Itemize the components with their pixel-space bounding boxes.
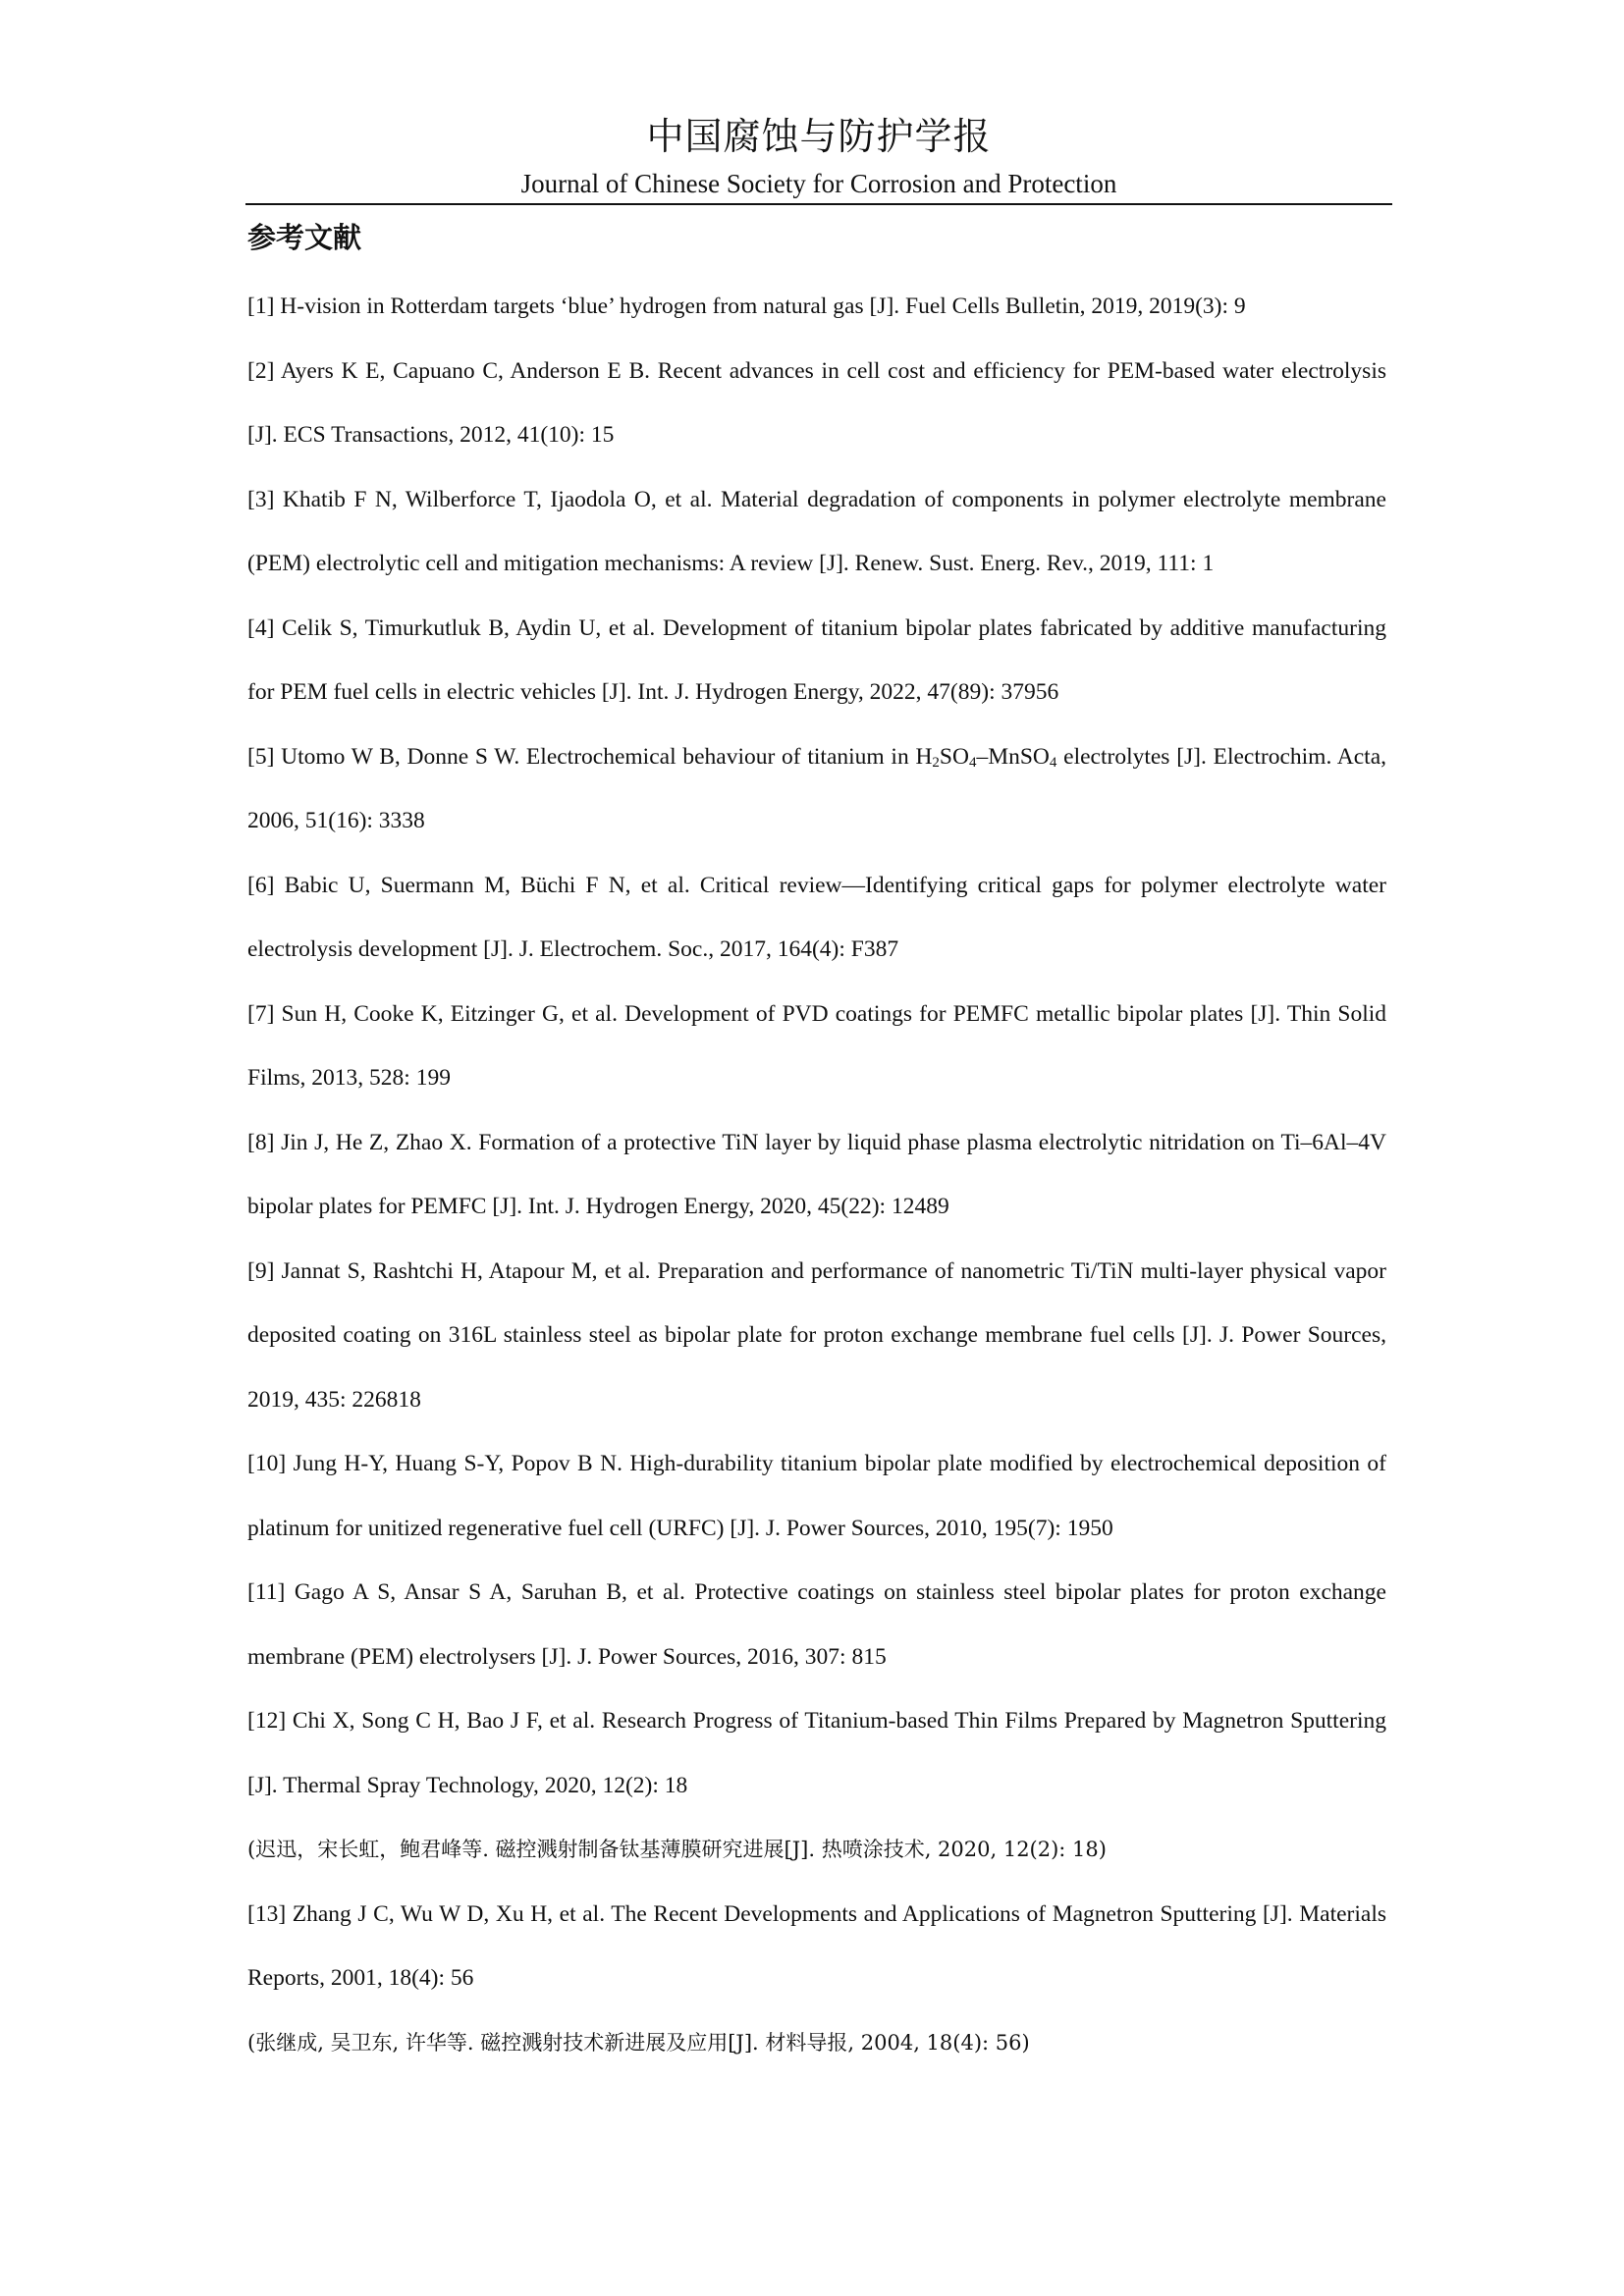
- journal-title-english: Journal of Chinese Society for Corrosion and Protection: [520, 169, 1117, 198]
- reference-2: [2] Ayers K E, Capuano C, Anderson E B. Recent advances in cell cost and efficiency for PEM-based water electrolysis [J]. ECS Transactions, 2012, 41(10): 15: [247, 357, 1386, 448]
- references-heading: 参考文献: [247, 221, 362, 254]
- reference-5-text-after: electrolytes [J]. Electrochim. Acta, 2006, 51(16): 3338: [247, 743, 1386, 833]
- reference-13-chinese: (张继成, 吴卫东, 许华等. 磁控溅射技术新进展及应用[J]. 材料导报, 2004, 18(4): 56): [247, 2030, 1030, 2055]
- reference-4: [4] Celik S, Timurkutluk B, Aydin U, et al. Development of titanium bipolar plates fabricated by additive manufacturing for PEM fuel cells in electric vehicles [J]. Int. J. Hydrogen Energy, 2022, 47(89): 37956: [247, 614, 1386, 705]
- reference-5-subscript-3: 4: [1049, 754, 1057, 771]
- reference-8: [8] Jin J, He Z, Zhao X. Formation of a protective TiN layer by liquid phase plasma electrolytic nitridation on Ti–6Al–4V bipolar plates for PEMFC [J]. Int. J. Hydrogen Energy, 2020, 45(22): 12489: [247, 1129, 1386, 1219]
- reference-12-chinese: (迟迅，宋长虹，鲍君峰等. 磁控溅射制备钛基薄膜研究进展[J]. 热喷涂技术, 2020, 12(2): 18): [247, 1838, 1107, 1861]
- reference-3: [3] Khatib F N, Wilberforce T, Ijaodola O, et al. Material degradation of components in polymer electrolyte membrane (PEM) electrolytic cell and mitigation mechanisms: A review [J]. Renew. Sust. Energ. Rev., 2019, 111: 1: [247, 486, 1386, 576]
- reference-5-text-mid-2: –MnSO: [976, 743, 1050, 770]
- reference-7: [7] Sun H, Cooke K, Eitzinger G, et al. Development of PVD coatings for PEMFC metallic bipolar plates [J]. Thin Solid Films, 2013, 528: 199: [247, 1000, 1386, 1091]
- reference-12: [12] Chi X, Song C H, Bao J F, et al. Research Progress of Titanium-based Thin Films Prepared by Magnetron Sputtering [J]. Thermal Spray Technology, 2020, 12(2): 18: [247, 1708, 1386, 1798]
- reference-5-subscript-1: 2: [932, 754, 940, 771]
- reference-11: [11] Gago A S, Ansar S A, Saruhan B, et al. Protective coatings on stainless steel bipolar plates for proton exchange membrane (PEM) electrolysers [J]. J. Power Sources, 2016, 307: 815: [247, 1579, 1386, 1670]
- reference-13: [13] Zhang J C, Wu W D, Xu H, et al. The Recent Developments and Applications of Magnetron Sputtering [J]. Materials Reports, 2001, 18(4): 56: [247, 1900, 1386, 1991]
- reference-5-text-before: [5] Utomo W B, Donne S W. Electrochemical behaviour of titanium in H: [247, 743, 933, 770]
- reference-1: [1] H-vision in Rotterdam targets ‘blue’ hydrogen from natural gas [J]. Fuel Cells Bulletin, 2019, 2019(3): 9: [247, 294, 1246, 319]
- journal-title-chinese: 中国腐蚀与防护学报: [646, 115, 992, 158]
- reference-5-text-mid-1: SO: [939, 743, 969, 770]
- header-divider: [245, 203, 1392, 205]
- reference-10: [10] Jung H-Y, Huang S-Y, Popov B N. High-durability titanium bipolar plate modified by electrochemical deposition of platinum for unitized regenerative fuel cell (URFC) [J]. J. Power Sources, 2010, 195(7): 1950: [247, 1451, 1386, 1541]
- reference-9: [9] Jannat S, Rashtchi H, Atapour M, et al. Preparation and performance of nanometric Ti/TiN multi-layer physical vapor deposited coating on 316L stainless steel as bipolar plate for proton exchange membrane fuel cells [J]. J. Power Sources, 2019, 435: 226818: [247, 1257, 1386, 1413]
- reference-5: [247, 725, 1386, 854]
- reference-6: [6] Babic U, Suermann M, Büchi F N, et al. Critical review—Identifying critical gaps for polymer electrolyte water electrolysis development [J]. J. Electrochem. Soc., 2017, 164(4): F387: [247, 872, 1386, 962]
- reference-5-subscript-2: 4: [968, 754, 977, 771]
- reference-list: [247, 275, 1386, 2075]
